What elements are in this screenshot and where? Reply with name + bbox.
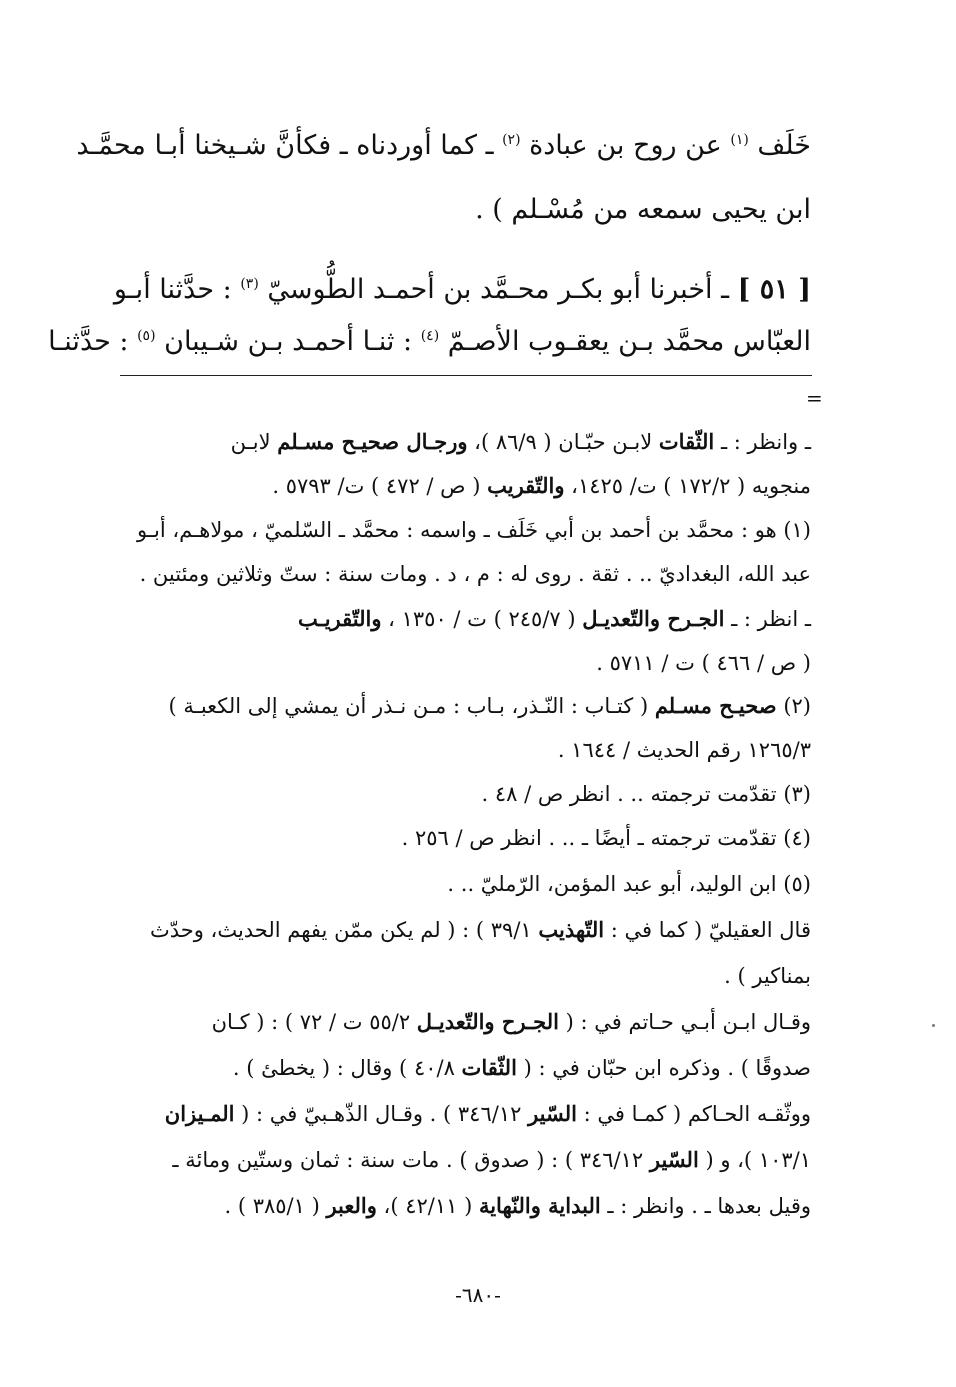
footnote-5-line-4: وقـال ابـن أبـي حـاتم في : ( الجـرح والتّعديـل ٥٥/٢ ت / ٧٢ ) : ( كـان (211, 1009, 811, 1034)
footnote-5-line-8: وقيل بعدها ـ . وانظر : ـ البداية والنّهاية ( ٤٢/١١ )، والعبر ( ٣٨٥/١ ) . (224, 1193, 811, 1218)
footnote-5: (٥) ابن الوليد، أبو عبد المؤمن، الرّمليّ .. . (447, 872, 811, 896)
footnote-ref-1[interactable]: (١) (730, 132, 749, 148)
footnote-ref-2[interactable]: (٢) (502, 132, 521, 148)
main-text-line-4: العبّاس محمَّد بـن يعقـوب الأصـمّ $^{(٤)}$ : ثنـا أحمـد بـن شـيبان $^{(٥)}$ : حدَّثنـا (48, 326, 811, 357)
page-number: -٦٨٠- (455, 1283, 501, 1307)
footnote-1-line-4: ( ص / ٤٦٦ ) ت / ٥٧١١ . (596, 651, 811, 675)
footnote-5-line-3: بمناكير ) . (724, 964, 811, 988)
footnote-ref-5[interactable]: (٥) (137, 328, 156, 344)
footnote-ref-3[interactable]: (٣) (240, 276, 259, 292)
main-text-line-3: [ ٥١ ] ـ أخبرنا أبو بكـر محـمَّد بن أحمـد الطُّوسيّ $^{(٣)}$ : حدَّثنا أبـو (113, 274, 811, 305)
hadith-number: [ ٥١ ] (737, 274, 811, 305)
scan-speck (932, 1024, 935, 1027)
footnote-separator (120, 375, 812, 376)
main-text-line-1: خَلَف $^{(١)}$ عن روح بن عبادة $^{(٢)}$ ـ كما أوردناه ـ فكأنَّ شـيخنا أبـا محمَّـد (76, 130, 811, 161)
footnote-2-line-2: ١٢٦٥/٣ رقم الحديث / ١٦٤٤ . (557, 738, 811, 762)
footnote-1-line-3: ـ انظر : ـ الجـرح والتّعديـل ( ٢٤٥/٧ ) ت / ١٣٥٠ ، والتّقريـب (297, 606, 811, 631)
footnote-5-line-5: صدوقًا ) . وذكره ابن حبّان في : ( الثّقات ٤٠/٨ ) وقال : ( يخطئ ) . (232, 1055, 811, 1080)
footnote-5-line-2: قال العقيليّ ( كما في : التّهذيب ٣٩/١ ) : ( لم يكن ممّن يفهم الحديث، وحدّث (149, 917, 811, 942)
footnote-5-line-7: ١٠٣/١ )، و ( السّير ٣٤٦/١٢ ) : ( صدوق ) . مات سنة : ثمان وستّين ومائة ـ (172, 1147, 811, 1172)
footnote-line-2: منجويه ( ١٧٢/٢ ) ت/ ١٤٢٥، والتّقريب ( ص / ٤٧٢ ) ت/ ٥٧٩٣ . (272, 473, 811, 498)
footnote-4: (٤) تقدّمت ترجمته ـ أيضًا ـ .. . انظر ص / ٢٥٦ . (401, 826, 811, 850)
footnote-line-1: ـ وانظر : ـ الثّقات لابـن حبّـان ( ٨٦/٩ )، ورجـال صحيـح مسـلم لابـن (230, 429, 811, 454)
continuation-mark: = (806, 386, 823, 410)
footnote-1: (١) هو : محمَّد بن أحمد بن أبي خَلَف ـ واسمه : محمَّد ـ السّلميّ ، مولاهـم، أبـو (136, 518, 811, 542)
footnote-ref-4[interactable]: (٤) (420, 328, 440, 344)
footnote-5-line-6: ووثّقـه الحـاكم ( كمـا في : السّير ٣٤٦/١٢ ) . وقـال الذّهـبيّ في : ( المـيزان (164, 1101, 811, 1126)
footnote-3: (٣) تقدّمت ترجمته .. . انظر ص / ٤٨ . (481, 782, 811, 806)
footnote-2: (٢) صحيـح مسـلم ( كتـاب : النّـذر، بـاب : مـن نـذر أن يمشي إلى الكعبـة ) (168, 693, 811, 718)
footnote-1-line-2: عبد الله، البغداديّ .. . ثقة . روى له : م ، د . ومات سنة : ستّ وثلاثين ومئتين . (139, 562, 811, 586)
main-text-line-2: ابن يحيى سمعه من مُسْـلم ) . (475, 194, 811, 225)
